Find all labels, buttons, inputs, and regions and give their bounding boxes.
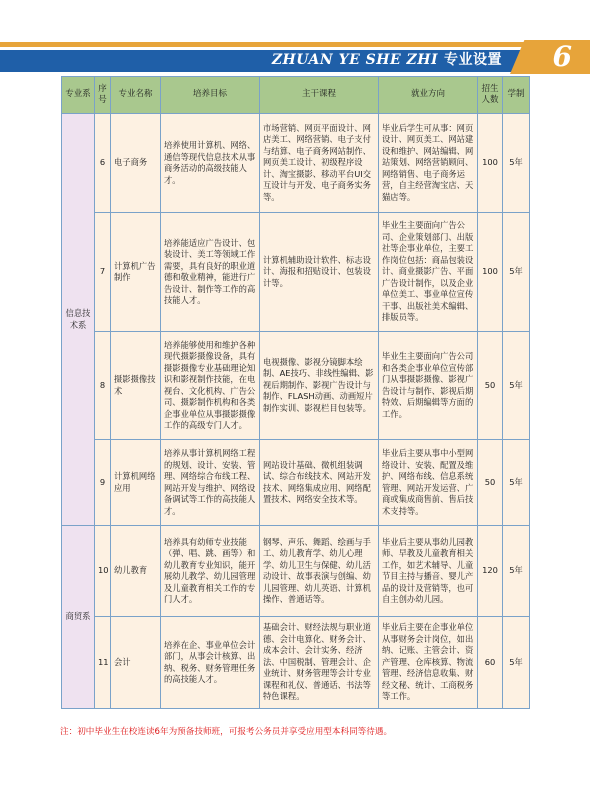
program-years: 5年 [503, 213, 530, 332]
program-goal: 培养能适应广告设计、包装设计、美工等领域工作需要，具有良好的职业道德和敬业精神，能进行广告设计、制作等工作的高技能人才。 [161, 213, 260, 332]
row-number: 7 [95, 213, 111, 332]
program-enrollment: 120 [478, 526, 503, 617]
col-header-goal: 培养目标 [161, 77, 260, 114]
program-years: 5年 [503, 114, 530, 213]
department-cell-it: 信息技术系 [62, 114, 95, 526]
program-years: 5年 [503, 617, 530, 709]
program-goal: 培养能够使用和维护各种现代摄影摄像设备，具有摄影摄像专业基础理论知识和影视制作技能，在电视台、文化机构、广告公司、摄影制作机构和各类企事业单位从事摄影摄像工作的高级专门人才。 [161, 332, 260, 440]
department-cell-business: 商贸系 [62, 526, 95, 709]
program-goal: 培养从事计算机网络工程的规划、设计、安装、管理、网络综合布线工程、网站开发与维护、网络设备调试等工作的高技能人才。 [161, 440, 260, 526]
program-courses: 网站设计基础、微机组装调试、综合布线技术、网站开发技术、网络集成应用、网络配置技术、网络安全技术等。 [260, 440, 379, 526]
program-enrollment: 50 [478, 332, 503, 440]
footnote: 注：初中毕业生在校连读6年为预备技师班，可报考公务员并享受应用型本科同等待遇。 [60, 727, 393, 737]
page-header [0, 40, 590, 74]
table-row [62, 213, 530, 332]
program-jobs: 毕业生主要面向广告公司、企业策划部门、出版社等企事业单位，主要工作岗位包括：商品包装设计、商业摄影广告、平面广告设计制作，以及企业单位美工、事业单位宣传干事、出版社美术编辑、排版员等。 [379, 213, 478, 332]
program-years: 5年 [503, 440, 530, 526]
program-jobs: 毕业后学生可从事：网页设计、网页美工、网站建设和维护、网站编辑、网站策划、网络营销顾问、网络销售、电子商务运营，自主经营淘宝店、天猫店等。 [379, 114, 478, 213]
col-header-enrollment: 招生人数 [478, 77, 503, 114]
header-title [272, 49, 502, 69]
table-header-row [62, 77, 530, 114]
program-enrollment: 100 [478, 213, 503, 332]
program-goal: 培养具有幼师专业技能（弹、唱、跳、画等）和幼儿教育专业知识，能开展幼儿教学、幼儿园管理及儿童教育相关工作的专门人才。 [161, 526, 260, 617]
program-courses: 基础会计、财经法规与职业道德、会计电算化、财务会计、成本会计、会计实务、经济法、中国税制、管理会计、企业统计、财务管理等会计专业课程和礼仪、普通话、书法等特色课程。 [260, 617, 379, 709]
program-goal: 培养在企、事业单位会计部门，从事会计核算、出纳、税务、财务管理任务的高技能人才。 [161, 617, 260, 709]
program-name: 计算机网络应用 [111, 440, 161, 526]
header-chinese-title: 专业设置 [444, 52, 502, 68]
program-name: 摄影摄像技术 [111, 332, 161, 440]
col-header-jobs: 就业方向 [379, 77, 478, 114]
program-goal: 培养使用计算机、网络、通信等现代信息技术从事商务活动的高级技能人才。 [161, 114, 260, 213]
col-header-courses: 主干课程 [260, 77, 379, 114]
page-number: 6 [552, 40, 572, 73]
col-header-department: 专业系 [62, 77, 95, 114]
row-number: 10 [95, 526, 111, 617]
table-row [62, 526, 530, 617]
program-name: 电子商务 [111, 114, 161, 213]
header-stripe [0, 42, 545, 47]
program-jobs: 毕业后主要从事幼儿园教师、早教及儿童教育相关工作，如艺术辅导、儿童节目主持与播音、婴儿产品的设计及营销等，也可自主创办幼儿园。 [379, 526, 478, 617]
program-enrollment: 50 [478, 440, 503, 526]
program-courses: 计算机辅助设计软件、标志设计、海报和招贴设计、包装设计等。 [260, 213, 379, 332]
row-number: 11 [95, 617, 111, 709]
row-number: 6 [95, 114, 111, 213]
program-table [61, 76, 529, 709]
program-years: 5年 [503, 332, 530, 440]
program-name: 幼儿教育 [111, 526, 161, 617]
program-jobs: 毕业后主要从事中小型网络设计、安装、配置及维护、网络布线、信息系统管理、网站开发运营、广商或集成商售前、售后技术支持等。 [379, 440, 478, 526]
program-enrollment: 100 [478, 114, 503, 213]
program-name: 计算机广告制作 [111, 213, 161, 332]
header-pinyin: ZHUAN YE SHE ZHI [271, 52, 438, 68]
table-row [62, 617, 530, 709]
col-header-number: 序号 [95, 77, 111, 114]
col-header-years: 学制 [503, 77, 530, 114]
program-name: 会计 [111, 617, 161, 709]
table-row [62, 114, 530, 213]
program-jobs: 毕业生主要面向广告公司和各类企事业单位宣传部门从事摄影摄像、影视广告设计与制作、影视后期特效、后期编辑等方面的工作。 [379, 332, 478, 440]
program-courses: 市场营销、网页平面设计、网店美工、网络营销、电子支付与结算、电子商务网站制作、网页美工设计、初级程序设计、淘宝摄影、移动平台UI交互设计与开发、电子商务实务等。 [260, 114, 379, 213]
program-years: 5年 [503, 526, 530, 617]
row-number: 9 [95, 440, 111, 526]
table-row [62, 440, 530, 526]
program-courses: 钢琴、声乐、舞蹈、绘画与手工、幼儿教育学、幼儿心理学、幼儿卫生与保健、幼儿活动设计、故事表演与创编、幼儿园管理、幼儿英语、计算机操作、普通话等。 [260, 526, 379, 617]
row-number: 8 [95, 332, 111, 440]
program-courses: 电视摄像、影视分镜脚本绘制、AE技巧、非线性编辑、影视后期制作、影视广告设计与制作、FLASH动画、动画短片制作实训、影视栏目包装等。 [260, 332, 379, 440]
program-enrollment: 60 [478, 617, 503, 709]
program-jobs: 毕业后主要在企事业单位从事财务会计岗位，如出纳、记账、主管会计、资产管理、仓库核算、物流管理、经济信息收集、财经文秘、统计、工商税务等工作。 [379, 617, 478, 709]
col-header-program-name: 专业名称 [111, 77, 161, 114]
table-row [62, 332, 530, 440]
